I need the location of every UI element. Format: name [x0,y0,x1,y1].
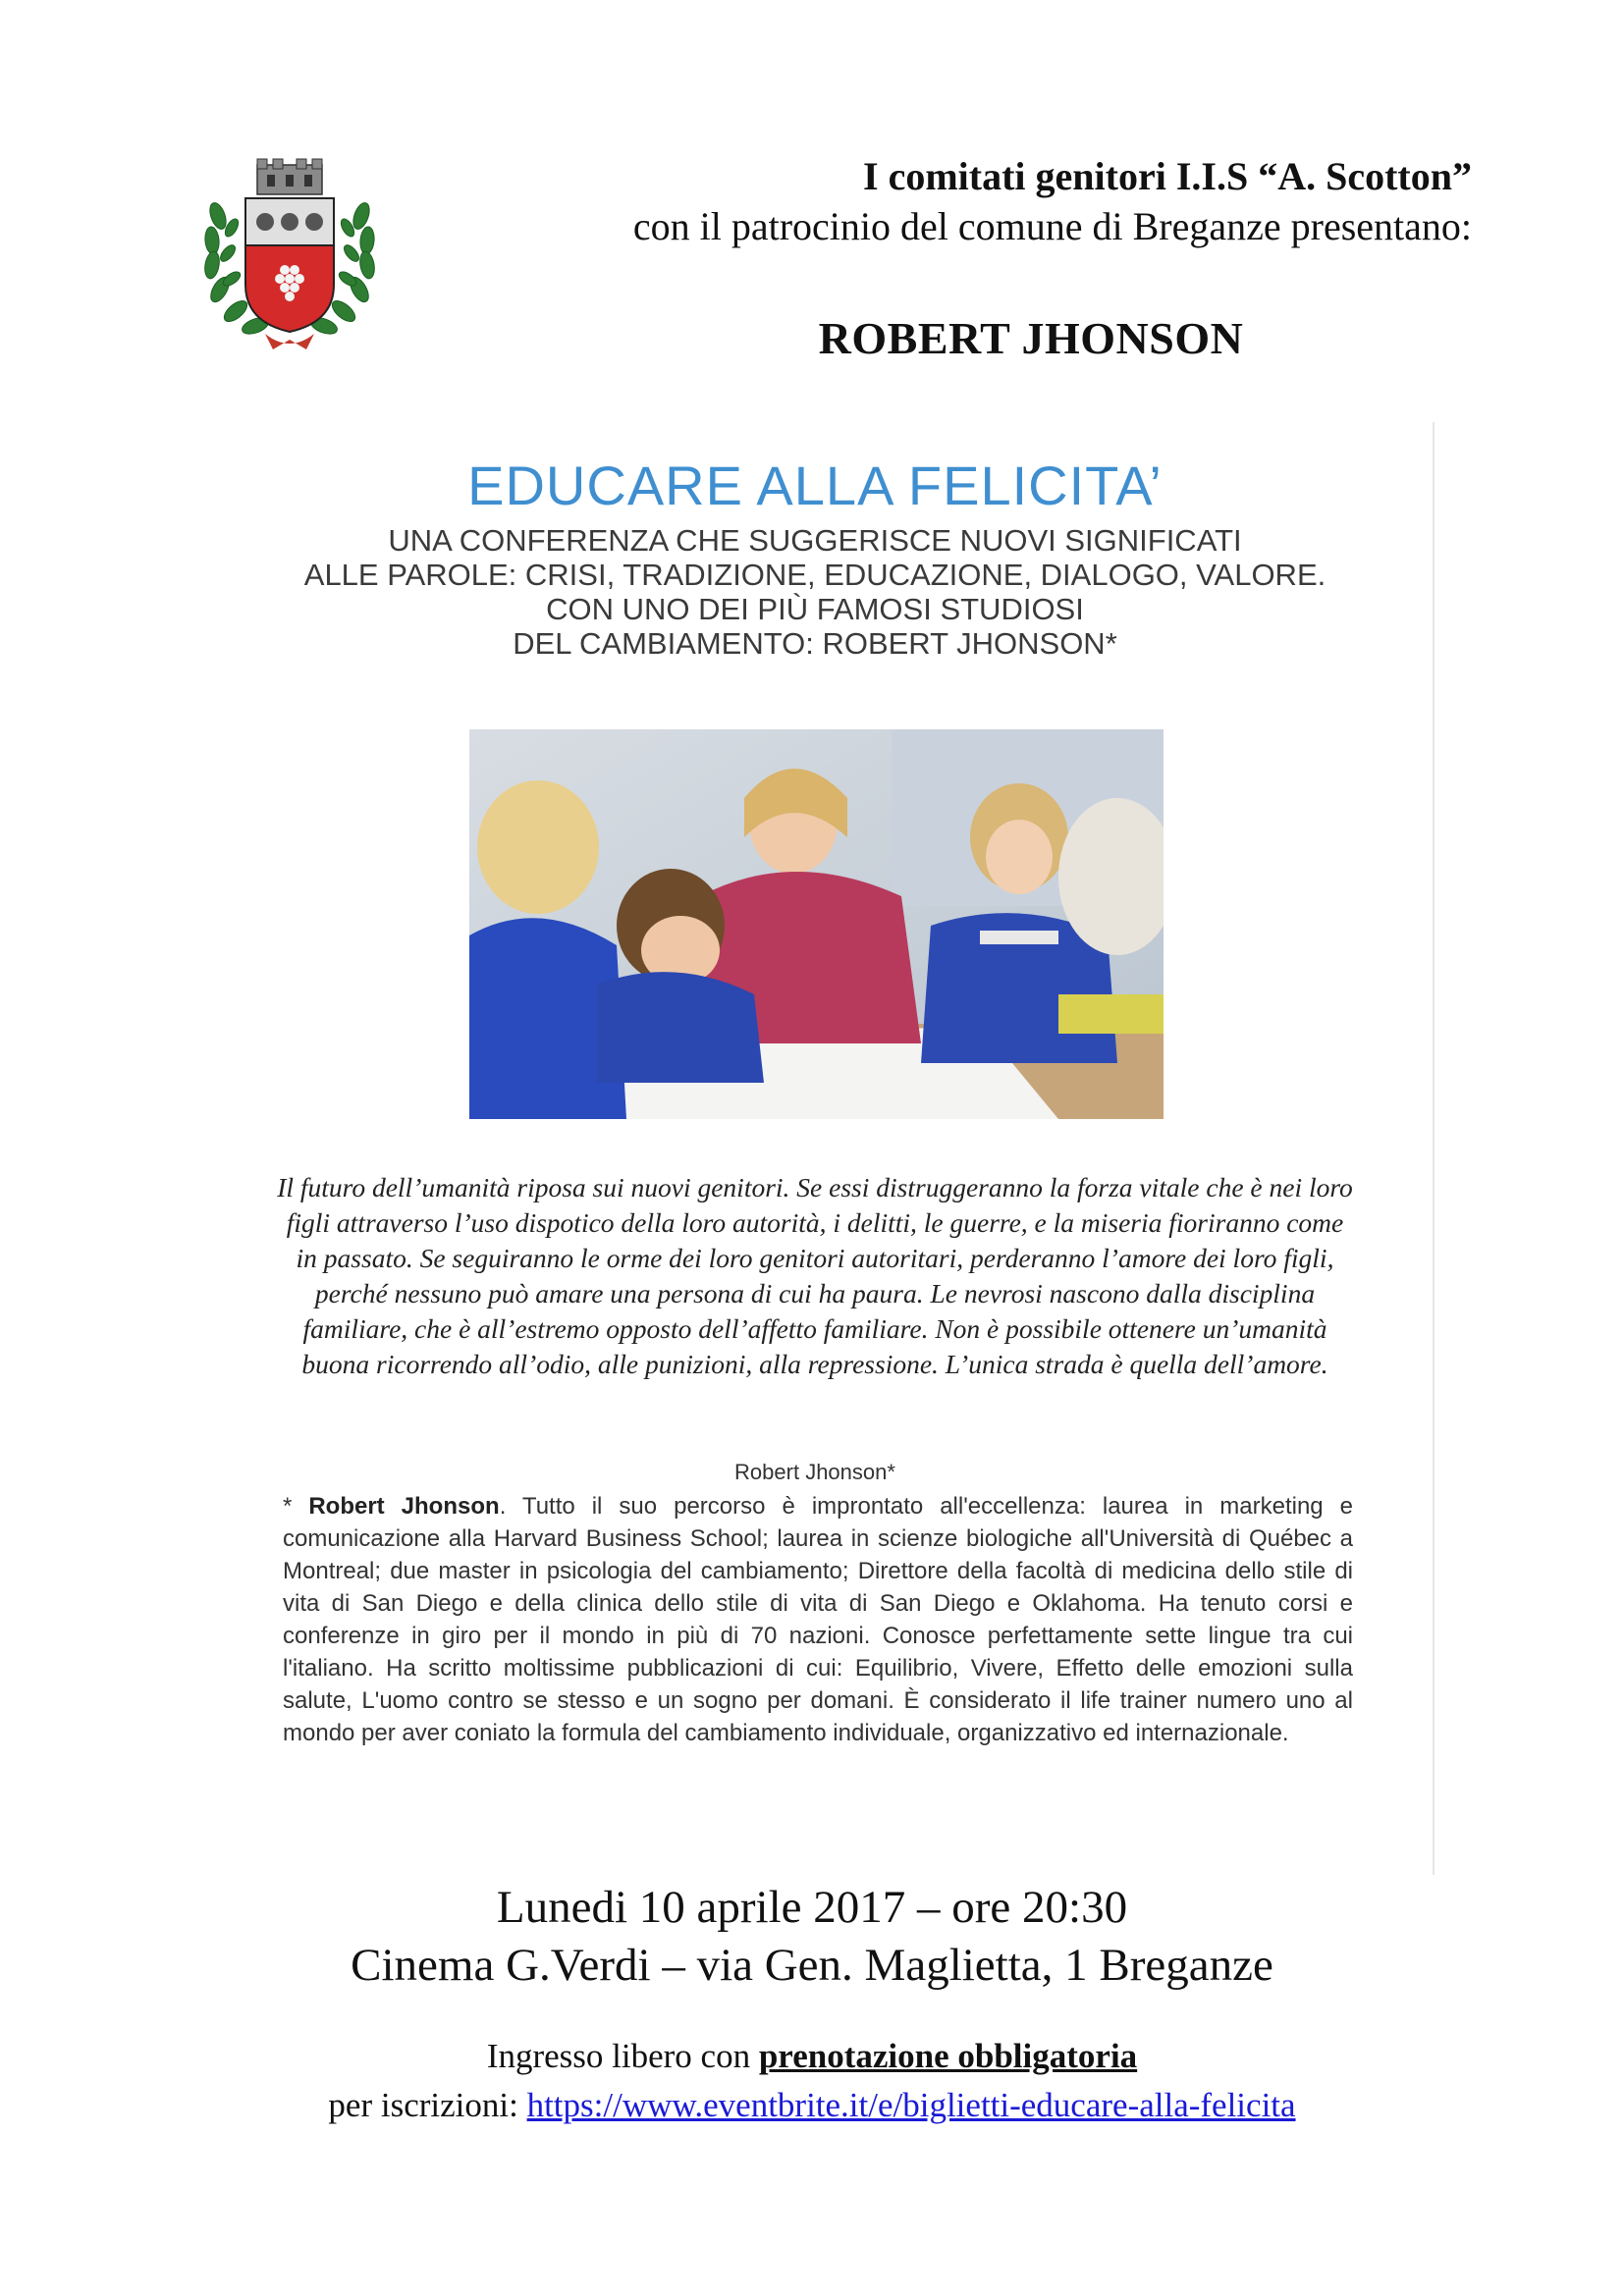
flyer-subtitle-line: DEL CAMBIAMENTO: ROBERT JHONSON* [513,626,1117,661]
classroom-photo [469,729,1164,1119]
quote-author: Robert Jhonson* [734,1460,895,1484]
signup-info [177,2086,1447,2125]
speaker-name: ROBERT JHONSON [818,313,1244,363]
signup-prefix: per iscrizioni: [328,2086,527,2124]
bio-name: Robert Jhonson [308,1493,500,1520]
flyer-subtitle-line: CON UNO DEI PIÙ FAMOSI STUDIOSI [546,592,1084,626]
flyer-subtitle-line: UNA CONFERENZA CHE SUGGERISCE NUOVI SIGNIFICATI [388,523,1242,558]
bio-prefix: * [283,1493,309,1520]
patronage-line: con il patrocinio del comune di Breganze presentano: [632,204,1472,248]
speaker-bio [283,1490,1353,1749]
signup-link[interactable]: https://www.eventbrite.it/e/biglietti-educare-alla-felicita [526,2086,1296,2124]
coat-of-arms-icon [196,157,383,358]
event-location: Cinema G.Verdi – via Gen. Maglietta, 1 Breganze [351,1940,1273,1991]
organizer-line: I comitati genitori I.I.S “A. Scotton” [863,154,1472,198]
flyer-subtitle-line: ALLE PAROLE: CRISI, TRADIZIONE, EDUCAZIONE, DIALOGO, VALORE. [303,558,1326,592]
entry-prefix: Ingresso libero con [486,2037,759,2075]
bio-text: . Tutto il suo percorso è improntato all'eccellenza: laurea in marketing e comunicazione alla Harvard Business School; laurea in scienze biologiche all'Università di Québec a Montreal; due master in psicologia del cambiamento; Direttore della facoltà di medicina dello stile di vita di San Diego e della clinica dello stile di vita di San Diego e Oklahoma. Ha tenuto corsi e conferenze in giro per il mondo in più di 70 nazioni. Conosce perfettamente sette lingue tra cui l'italiano. Ha scritto moltissime pubblicazioni di cui: Equilibrio, Vivere, Effetto delle emozioni sulla salute, L'uomo contro se stesso e un sogno per domani. È considerato il life trainer numero uno al mondo per aver coniato la formula del cambiamento individuale, organizzativo ed internazionale. [283,1493,1353,1746]
entry-info [295,2037,1329,2076]
flyer-title: EDUCARE ALLA FELICITA’ [467,454,1163,516]
quote-text: Il futuro dell’umanità riposa sui nuovi genitori. Se essi distruggeranno la forza vitale che è nei loro figli attraverso l’uso dispotico della loro autorità, i delitti, le guerre, e la miseria fioriranno come in passato. Se seguiranno le orme dei loro genitori autoritari, perderanno l’amore dei loro figli, perché nessuno può amare una persona di cui ha paura. Le nevrosi nascono dalla disciplina familiare, che è all’estremo opposto dell’affetto familiare. Non è possibile ottenere un’umanità buona ricorrendo all’odio, alle punizioni, alla repressione. L’unica strada è quella dell’amore. [277,1172,1353,1379]
reservation-required: prenotazione obbligatoria [758,2037,1138,2075]
flyer-divider [1433,422,1435,1875]
event-date-time: Lunedi 10 aprile 2017 – ore 20:30 [496,1882,1128,1933]
